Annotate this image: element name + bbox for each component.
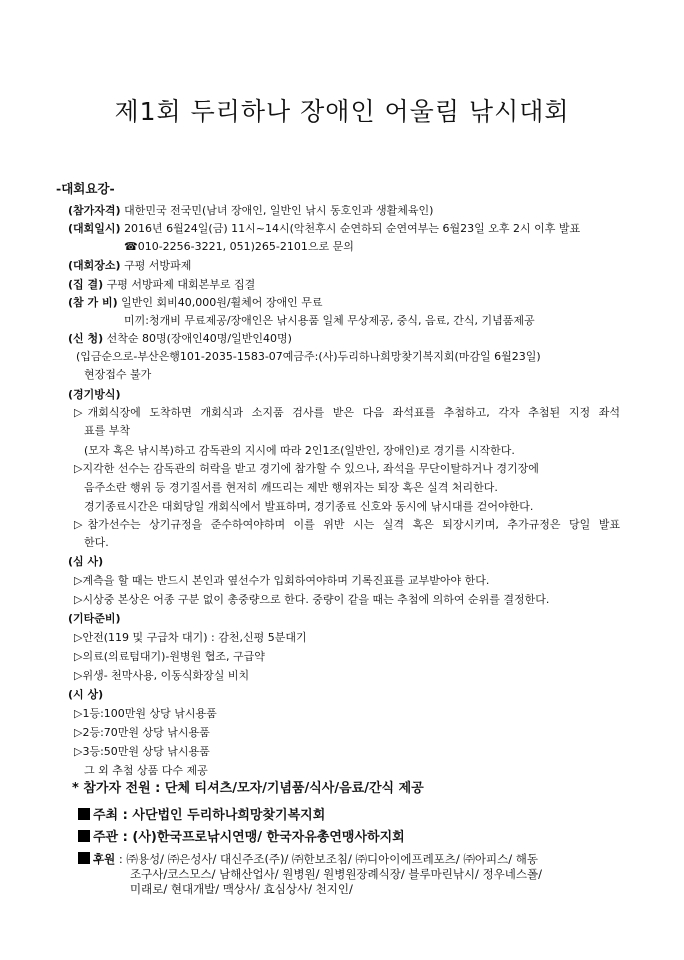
method-item: 음주소란 행위 등 경기질서를 현저히 깨뜨리는 제반 행위자는 퇴장 혹은 실격 처리한다. xyxy=(84,481,498,494)
awards-item: ▷2등:70만원 상당 낚시용품 xyxy=(74,726,210,739)
method-item: ▷참가선수는 상기규정을 준수하여야하며 이를 위반 시는 실격 혹은 퇴장시키며, 추가규정은 당일 발표 xyxy=(74,518,620,531)
sponsor-line: 조구사/코스모스/ 남해산업사/ 원병원/ 원병원장례식장/ 블루마린낚시/ 정우네스폴/ xyxy=(130,867,542,881)
square-bullet-icon xyxy=(78,808,90,820)
method-item: 한다. xyxy=(84,536,109,549)
date-row xyxy=(68,222,580,236)
sponsor-row xyxy=(78,852,538,866)
organizer-text: : (사)한국프로낚시연맹/ 한국자유총연맹사하지회 xyxy=(122,830,405,845)
method-item: 경기종료시간은 대회당일 개회식에서 발표하며, 경기종료 신호와 동시에 낚시대를 걷어야한다. xyxy=(84,500,534,513)
sponsor-line: : ㈜용성/ ㈜은성사/ 대신주조(주)/ ㈜한보조침/ ㈜디아이에프레포츠/ ㈜아피스/ 해동 xyxy=(118,852,538,866)
sponsor-label: 후원 xyxy=(93,852,116,866)
participants-row xyxy=(68,204,433,218)
fee-text: 일반인 회비40,000원/휠체어 장애인 무료 xyxy=(121,296,323,309)
assembly-row xyxy=(68,278,255,292)
venue-text: 구평 서방파제 xyxy=(124,259,192,272)
participants-label: (참가자격) xyxy=(68,204,121,217)
square-bullet-icon xyxy=(78,852,90,864)
assembly-label: (집 결) xyxy=(68,278,104,291)
application-text: 선착순 80명(장애인40명/일반인40명) xyxy=(106,332,292,345)
fee-row xyxy=(68,296,323,310)
judging-item: ▷시상중 본상은 어종 구분 없이 총중량으로 한다. 중량이 같을 때는 추첨에 의하여 순위를 결정한다. xyxy=(74,593,550,606)
other-item: ▷위생- 천막사용, 이동식화장실 비치 xyxy=(74,669,250,682)
organizer-row xyxy=(78,830,405,845)
date-label: (대회일시) xyxy=(68,222,121,235)
awards-item: ▷1등:100만원 상당 낚시용품 xyxy=(74,707,217,720)
application-label: (신 청) xyxy=(68,332,104,345)
awards-heading: (시 상) xyxy=(68,688,104,701)
sponsor-line: 미래로/ 현대개발/ 맥상사/ 효심상사/ 천지인/ xyxy=(130,882,353,896)
venue-row xyxy=(68,259,191,273)
page-title: 제1회 두리하나 장애인 어울림 낚시대회 xyxy=(114,97,570,126)
application-bank: (입금순으로-부산은행101-2035-1583-07예금주:(사)두리하나희망찾기복지회(마감일 6월23일) xyxy=(76,350,541,363)
method-item: ▷개회식장에 도착하면 개회식과 소지품 검사를 받은 다음 좌석표를 추첨하고, 각자 추첨된 지정 좌석 xyxy=(74,406,620,419)
application-row xyxy=(68,332,292,346)
participants-text: 대한민국 전국민(남녀 장애인, 일반인 낚시 동호인과 생활체육인) xyxy=(124,204,434,217)
venue-label: (대회장소) xyxy=(68,259,121,272)
organizer-label: 주관 xyxy=(93,830,119,845)
judging-heading: (심 사) xyxy=(68,555,104,568)
method-item: 표를 부착 xyxy=(84,424,131,437)
fee-note: 미끼:청개비 무료제공/장애인은 낚시용품 일체 무상제공, 중식, 음료, 간식, 기념품제공 xyxy=(124,314,535,327)
assembly-text: 구평 서방파제 대회본부로 집결 xyxy=(106,278,256,291)
gift-note: * 참가자 전원 : 단체 티셔츠/모자/기념품/식사/음료/간식 제공 xyxy=(72,781,424,796)
awards-item: ▷3등:50만원 상당 낚시용품 xyxy=(74,745,210,758)
application-note: 현장접수 불가 xyxy=(84,368,152,381)
judging-item: ▷계측을 할 때는 반드시 본인과 옆선수가 입회하여야하며 기록진표를 교부받아야 한다. xyxy=(74,574,490,587)
other-heading: (기타준비) xyxy=(68,612,121,625)
awards-item: 그 외 추첨 상품 다수 제공 xyxy=(84,764,208,777)
date-text: 2016년 6월24일(금) 11시~14시(악천후시 순연하되 순연여부는 6월23일 오후 2시 이후 발표 xyxy=(124,222,581,235)
date-contact: ☎010-2256-3221, 051)265-2101으로 문의 xyxy=(124,240,354,253)
other-item: ▷의료(의료텀대기)-원병원 협조, 구급약 xyxy=(74,650,265,663)
host-label: 주최 xyxy=(93,808,119,823)
square-bullet-icon xyxy=(78,830,90,842)
method-heading: (경기방식) xyxy=(68,388,121,401)
overview-heading: -대회요강- xyxy=(56,181,115,196)
method-item: (모자 혹은 낚시복)하고 감독관의 지시에 따라 2인1조(일반인, 장애인)로 경기를 시작한다. xyxy=(84,444,515,457)
fee-label: (참 가 비) xyxy=(68,296,118,309)
host-text: : 사단법인 두리하나희망찾기복지회 xyxy=(122,808,326,823)
host-row xyxy=(78,808,325,823)
method-item: ▷지각한 선수는 감독관의 허락을 받고 경기에 참가할 수 있으나, 좌석을 무단이탈하거나 경기장에 xyxy=(74,462,539,475)
other-item: ▷안전(119 및 구급차 대기) : 감천,신평 5분대기 xyxy=(74,631,307,644)
